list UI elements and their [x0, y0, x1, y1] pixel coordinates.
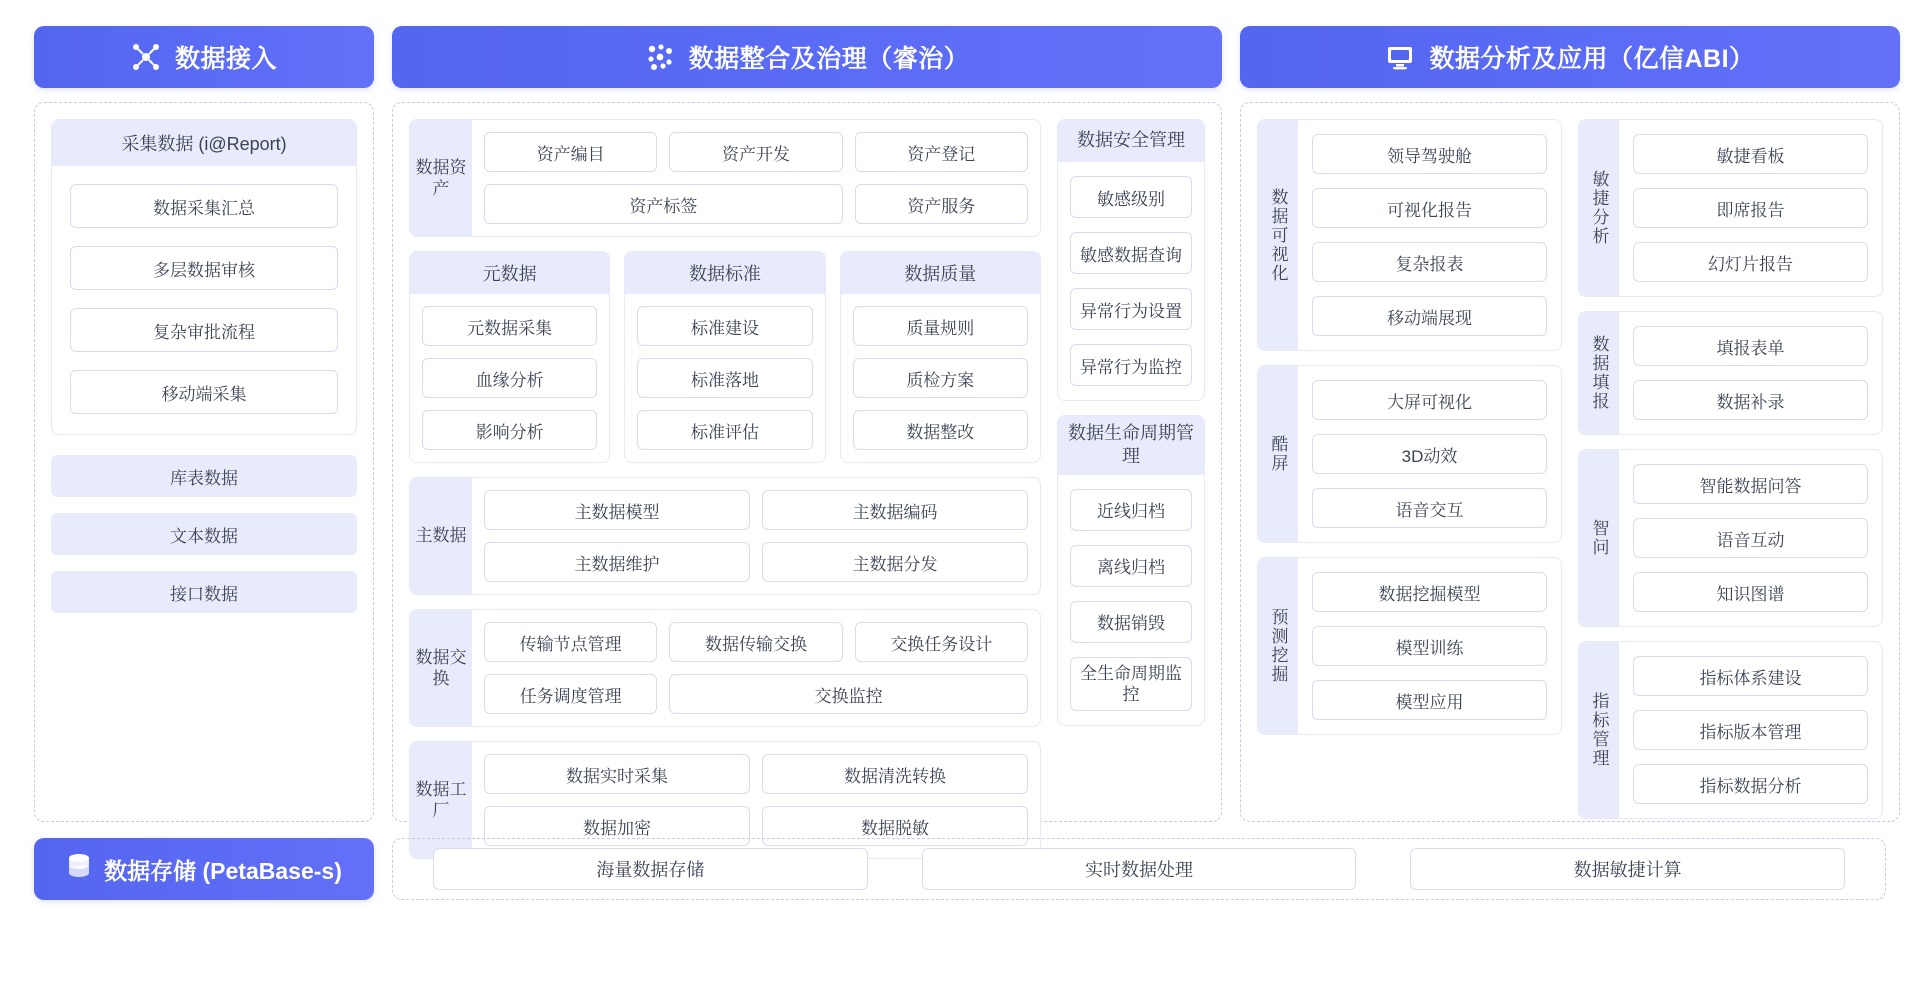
- list-item[interactable]: 质检方案: [853, 358, 1028, 398]
- group-data-assets-label: 数据资产: [410, 120, 472, 236]
- group-data-assets-items: [472, 120, 1040, 236]
- database-icon: [66, 852, 92, 886]
- sidebox-data-lifecycle: [1057, 415, 1205, 726]
- collect-data-title: 采集数据 (i@Report): [52, 120, 356, 166]
- list-item[interactable]: 质量规则: [853, 306, 1028, 346]
- analytics-right-column: [1578, 119, 1883, 819]
- list-item[interactable]: 影响分析: [422, 410, 597, 450]
- governance-stack-row: [409, 251, 1041, 463]
- group-agile-analysis-items: [1619, 120, 1882, 296]
- list-item[interactable]: 标准落地: [637, 358, 812, 398]
- group-cool-screen-items: [1298, 366, 1561, 542]
- list-item[interactable]: 即席报告: [1633, 188, 1868, 228]
- group-agile-analysis: [1578, 119, 1883, 297]
- list-item[interactable]: 复杂报表: [1312, 242, 1547, 282]
- group-predictive-mining: [1257, 557, 1562, 735]
- group-predictive-mining-items: [1298, 558, 1561, 734]
- stack-data-quality-items: [841, 294, 1040, 462]
- list-item[interactable]: 数据敏捷计算: [1410, 848, 1845, 890]
- list-item[interactable]: 主数据模型: [484, 490, 750, 530]
- column-data-governance: [392, 26, 1222, 838]
- header-data-analytics-label: 数据分析及应用（亿信ABI）: [1429, 45, 1755, 73]
- list-item[interactable]: 异常行为监控: [1070, 344, 1192, 386]
- list-item[interactable]: 离线归档: [1070, 545, 1192, 587]
- group-smart-qa-items: [1619, 450, 1882, 626]
- list-item[interactable]: 全生命周期监控: [1070, 657, 1192, 711]
- sidebox-data-lifecycle-items: [1058, 475, 1204, 725]
- list-item[interactable]: 库表数据: [51, 455, 357, 497]
- list-item[interactable]: 语音交互: [1312, 488, 1547, 528]
- list-item[interactable]: 血缘分析: [422, 358, 597, 398]
- list-item[interactable]: 资产标签: [484, 184, 843, 224]
- group-data-visualization-label: 数据可视化: [1258, 120, 1298, 350]
- panel-data-governance: [392, 102, 1222, 838]
- header-data-storage: [34, 838, 374, 900]
- governance-side-area: [1057, 119, 1205, 859]
- list-item[interactable]: 敏感级别: [1070, 176, 1192, 218]
- stack-metadata-items: [410, 294, 609, 462]
- column-data-intake: [34, 26, 374, 822]
- group-data-filling-label: 数据填报: [1579, 312, 1619, 434]
- sidebox-data-security-items: [1058, 162, 1204, 400]
- list-item[interactable]: 资产服务: [855, 184, 1028, 224]
- header-data-governance: [392, 26, 1222, 88]
- list-item[interactable]: 实时数据处理: [922, 848, 1357, 890]
- list-item[interactable]: 3D动效: [1312, 434, 1547, 474]
- stack-data-quality: [840, 251, 1041, 463]
- list-item[interactable]: 指标数据分析: [1633, 764, 1868, 804]
- header-data-analytics: [1240, 26, 1900, 88]
- list-item[interactable]: 数据补录: [1633, 380, 1868, 420]
- group-data-filling-items: [1619, 312, 1882, 434]
- sidebox-data-security: [1057, 119, 1205, 401]
- data-sources-list: [51, 455, 357, 613]
- group-predictive-mining-label: 预测挖掘: [1258, 558, 1298, 734]
- analytics-left-column: [1257, 119, 1562, 819]
- monitor-icon: [1385, 42, 1415, 72]
- list-item[interactable]: 数据脱敏: [762, 806, 1028, 846]
- list-item[interactable]: 多层数据审核: [70, 246, 338, 290]
- header-data-intake-label: 数据接入: [174, 45, 277, 73]
- list-item[interactable]: 传输节点管理: [484, 622, 657, 662]
- group-data-assets: [409, 119, 1041, 237]
- list-item[interactable]: 移动端展现: [1312, 296, 1547, 336]
- list-item[interactable]: 异常行为设置: [1070, 288, 1192, 330]
- list-item[interactable]: 指标体系建设: [1633, 656, 1868, 696]
- list-item[interactable]: 元数据采集: [422, 306, 597, 346]
- list-item[interactable]: 主数据编码: [762, 490, 1028, 530]
- list-item[interactable]: 资产编目: [484, 132, 657, 172]
- panel-data-storage: [392, 838, 1886, 900]
- list-item[interactable]: 数据销毁: [1070, 601, 1192, 643]
- list-item[interactable]: 模型训练: [1312, 626, 1547, 666]
- list-item[interactable]: 交换监控: [669, 674, 1028, 714]
- list-item[interactable]: 模型应用: [1312, 680, 1547, 720]
- stack-data-standard: [624, 251, 825, 463]
- list-item[interactable]: 主数据维护: [484, 542, 750, 582]
- list-item[interactable]: 填报表单: [1633, 326, 1868, 366]
- sidebox-data-security-title: 数据安全管理: [1058, 120, 1204, 162]
- list-item[interactable]: 数据采集汇总: [70, 184, 338, 228]
- group-master-data-label: 主数据: [410, 478, 472, 594]
- list-item[interactable]: 复杂审批流程: [70, 308, 338, 352]
- list-item[interactable]: 任务调度管理: [484, 674, 657, 714]
- list-item[interactable]: 指标版本管理: [1633, 710, 1868, 750]
- storage-row: [34, 838, 1886, 900]
- list-item[interactable]: 语音互动: [1633, 518, 1868, 558]
- group-metric-management-items: [1619, 642, 1882, 818]
- analytics-grid: [1257, 119, 1883, 819]
- column-data-analytics: [1240, 26, 1900, 822]
- panel-data-intake: [34, 102, 374, 822]
- list-item[interactable]: 数据清洗转换: [762, 754, 1028, 794]
- list-item[interactable]: 数据加密: [484, 806, 750, 846]
- list-item[interactable]: 接口数据: [51, 571, 357, 613]
- list-item[interactable]: 领导驾驶舱: [1312, 134, 1547, 174]
- header-data-intake: [34, 26, 374, 88]
- list-item[interactable]: 近线归档: [1070, 489, 1192, 531]
- group-metric-management-label: 指标管理: [1579, 642, 1619, 818]
- collect-data-list: [52, 166, 356, 414]
- list-item[interactable]: 知识图谱: [1633, 572, 1868, 612]
- list-item[interactable]: 数据传输交换: [669, 622, 842, 662]
- stack-metadata: [409, 251, 610, 463]
- group-smart-qa-label: 智问: [1579, 450, 1619, 626]
- group-data-exchange-label: 数据交换: [410, 610, 472, 726]
- group-cool-screen: [1257, 365, 1562, 543]
- list-item[interactable]: 数据挖掘模型: [1312, 572, 1547, 612]
- list-item[interactable]: 数据实时采集: [484, 754, 750, 794]
- list-item[interactable]: 数据整改: [853, 410, 1028, 450]
- stack-data-standard-title: 数据标准: [625, 252, 824, 294]
- group-metric-management: [1578, 641, 1883, 819]
- stack-data-standard-items: [625, 294, 824, 462]
- sidebox-data-lifecycle-title: 数据生命周期管理: [1058, 416, 1204, 475]
- list-item[interactable]: 可视化报告: [1312, 188, 1547, 228]
- list-item[interactable]: 移动端采集: [70, 370, 338, 414]
- list-item[interactable]: 资产登记: [855, 132, 1028, 172]
- group-agile-analysis-label: 敏捷分析: [1579, 120, 1619, 296]
- dots-cluster-icon: [645, 42, 675, 72]
- group-data-visualization-items: [1298, 120, 1561, 350]
- list-item[interactable]: 交换任务设计: [855, 622, 1028, 662]
- list-item[interactable]: 文本数据: [51, 513, 357, 555]
- group-data-exchange: [409, 609, 1041, 727]
- list-item[interactable]: 标准评估: [637, 410, 812, 450]
- list-item[interactable]: 海量数据存储: [433, 848, 868, 890]
- group-master-data-items: [472, 478, 1040, 594]
- group-data-factory-label: 数据工厂: [410, 742, 472, 858]
- list-item[interactable]: 主数据分发: [762, 542, 1028, 582]
- list-item[interactable]: 敏捷看板: [1633, 134, 1868, 174]
- list-item[interactable]: 资产开发: [669, 132, 842, 172]
- list-item[interactable]: 敏感数据查询: [1070, 232, 1192, 274]
- group-smart-qa: [1578, 449, 1883, 627]
- header-data-storage-label: 数据存储 (PetaBase-s): [104, 857, 342, 884]
- columns-container: [34, 26, 1886, 838]
- group-data-filling: [1578, 311, 1883, 435]
- governance-grid: [409, 119, 1205, 859]
- group-data-visualization: [1257, 119, 1562, 351]
- list-item[interactable]: 幻灯片报告: [1633, 242, 1868, 282]
- list-item[interactable]: 标准建设: [637, 306, 812, 346]
- collect-data-box: [51, 119, 357, 435]
- group-data-exchange-items: [472, 610, 1040, 726]
- stack-metadata-title: 元数据: [410, 252, 609, 294]
- list-item[interactable]: 智能数据问答: [1633, 464, 1868, 504]
- panel-data-analytics: [1240, 102, 1900, 822]
- governance-main-area: [409, 119, 1041, 859]
- header-data-governance-label: 数据整合及治理（睿治）: [688, 45, 970, 73]
- list-item[interactable]: 大屏可视化: [1312, 380, 1547, 420]
- nodes-network-icon: [131, 42, 161, 72]
- group-cool-screen-label: 酷屏: [1258, 366, 1298, 542]
- stack-data-quality-title: 数据质量: [841, 252, 1040, 294]
- group-master-data: [409, 477, 1041, 595]
